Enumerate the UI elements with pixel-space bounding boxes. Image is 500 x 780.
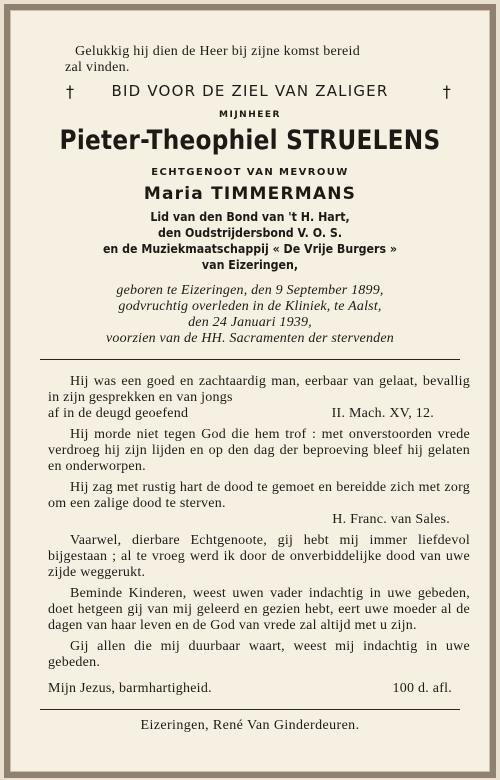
paragraph [48, 374, 470, 422]
prayer-heading-text: BID VOOR DE ZIEL VAN ZALIGER [111, 82, 389, 100]
cross-icon: † [442, 82, 452, 101]
bio-line: geboren te Eizeringen, den 9 September 1899, [116, 283, 384, 298]
prayer-heading [20, 82, 480, 104]
invocation: Mijn Jezus, barmhartigheid. [48, 681, 212, 696]
biographical-details [20, 283, 480, 347]
closing-line [48, 681, 470, 697]
paragraph [48, 480, 470, 528]
membership-line: Lid van den Bond van 't H. Hart, [150, 210, 350, 224]
bio-line: den 24 Januari 1939, [188, 315, 312, 330]
intro-line-1: Gelukkig hij dien de Heer bij zijne komst bereid [75, 44, 360, 59]
memberships [38, 209, 461, 273]
membership-line: den Oudstrijdersbond V. O. S. [157, 226, 343, 240]
reference-line [48, 406, 470, 422]
spouse-label: ECHTGENOOT VAN MEVROUW [151, 167, 349, 178]
paragraph-text: Hij zag met rustig hart de dood te gemoet en bereidde zich met zorg om een zalige dood te sterven. [48, 480, 470, 511]
spouse-name: Maria TIMMERMANS [143, 184, 357, 204]
paragraph-end: af in de deugd geoefend [48, 406, 189, 421]
bio-line: godvruchtig overleden in de Kliniek, te Aalst, [118, 299, 382, 314]
bio-line: voorzien van de HH. Sacramenten der stervenden [106, 331, 394, 346]
deceased-name: Pieter-Theophiel STRUELENS [59, 125, 441, 156]
intro-verse [65, 44, 468, 76]
membership-line: van Eizeringen, [201, 258, 299, 272]
paragraph: Beminde Kinderen, weest uwen vader indachtig in uwe gebeden, doet hetgeen gij van mij geleerd en gezien hebt, eert uwe moeder al de dagen van haar leven en de God van vrede zal altijd met u zijn. [48, 586, 470, 633]
quote-attribution: H. Franc. van Sales. [332, 512, 450, 527]
honorific: MIJNHEER [219, 110, 281, 120]
paragraph: Gij allen die mij duurbaar waart, weest mij indachtig in uwe gebeden. [48, 639, 470, 670]
indulgence-note: 100 d. afl. [392, 681, 452, 696]
printer-credit: Eizeringen, René Van Ginderdeuren. [140, 718, 360, 733]
memorial-card [4, 4, 496, 778]
paragraph: Vaarwel, dierbare Echtgenoote, gij hebt mij immer liefdevol bijgestaan ; al te vroeg werd ik door de onverbiddelijke dood van uwe zijde weggerukt. [48, 533, 470, 580]
paragraph-text: Hij was een goed en zachtaardig man, eerbaar van gelaat, bevallig in zijn gesprekken en van jongs [48, 374, 470, 405]
scripture-reference: II. Mach. XV, 12. [331, 406, 434, 421]
paragraph: Hij morde niet tegen God die hem trof : met onverstoorden vrede verdroeg hij zijn lijden en op den dag der beproeving bleef hij gelaten en onderworpen. [48, 427, 470, 474]
membership-line: en de Muziekmaatschappij « De Vrije Burgers » [102, 242, 398, 256]
divider [40, 709, 460, 710]
divider [40, 359, 460, 360]
intro-line-2: zal vinden. [65, 60, 130, 75]
cross-icon: † [66, 82, 76, 101]
card-content [20, 10, 480, 734]
memorial-text [48, 374, 470, 697]
